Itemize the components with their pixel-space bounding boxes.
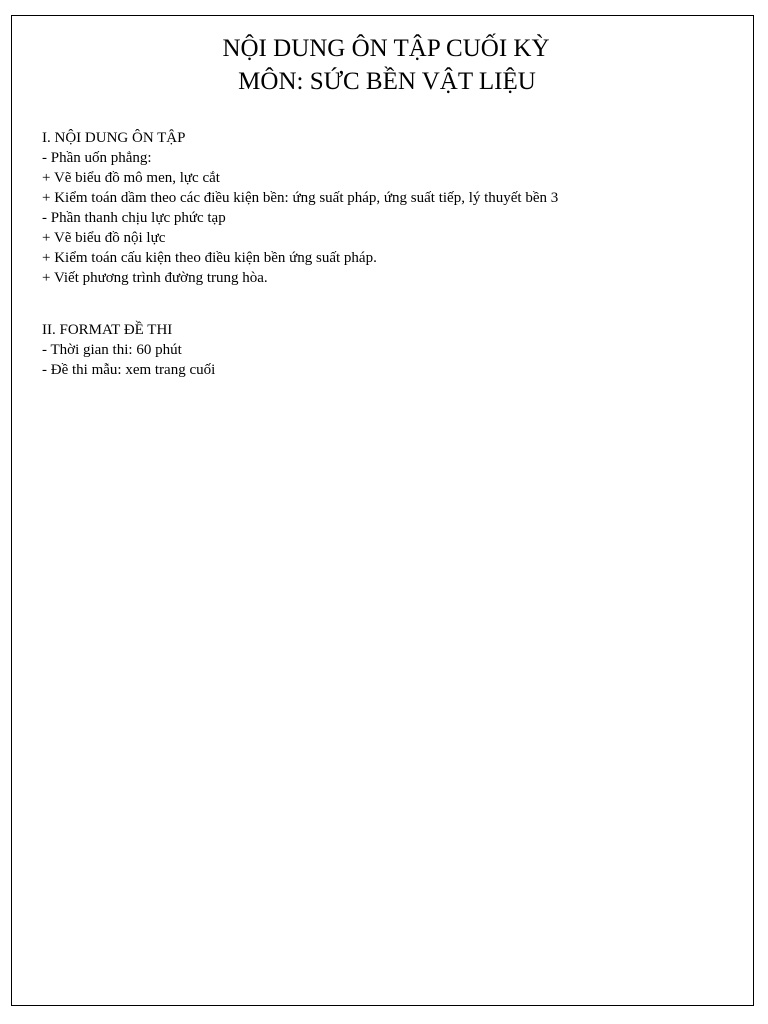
list-item: - Phần uốn phẳng: [42,150,152,166]
content-list [42,148,558,288]
list-item: + Viết phương trình đường trung hòa. [42,270,268,286]
list-item: - Thời gian thi: 60 phút [42,342,182,358]
section-heading: I. NỘI DUNG ÔN TẬP [42,130,186,146]
section-exam-format [42,320,215,380]
list-item: + Vẽ biểu đồ nội lực [42,230,166,246]
document-subtitle: MÔN: SỨC BỀN VẬT LIỆU [238,68,536,95]
list-item: + Vẽ biểu đồ mô men, lực cắt [42,170,220,186]
section-review-content [42,128,558,288]
document-title: NỘI DUNG ÔN TẬP CUỐI KỲ [222,35,550,62]
section-heading: II. FORMAT ĐỀ THI [42,322,173,338]
list-item: + Kiểm toán cấu kiện theo điều kiện bền ứng suất pháp. [42,250,377,266]
content-list [42,340,215,380]
list-item: - Đề thi mẫu: xem trang cuối [42,362,216,378]
list-item: - Phần thanh chịu lực phức tạp [42,210,226,226]
list-item: + Kiểm toán dầm theo các điều kiện bền: ứng suất pháp, ứng suất tiếp, lý thuyết bền 3 [42,190,559,206]
